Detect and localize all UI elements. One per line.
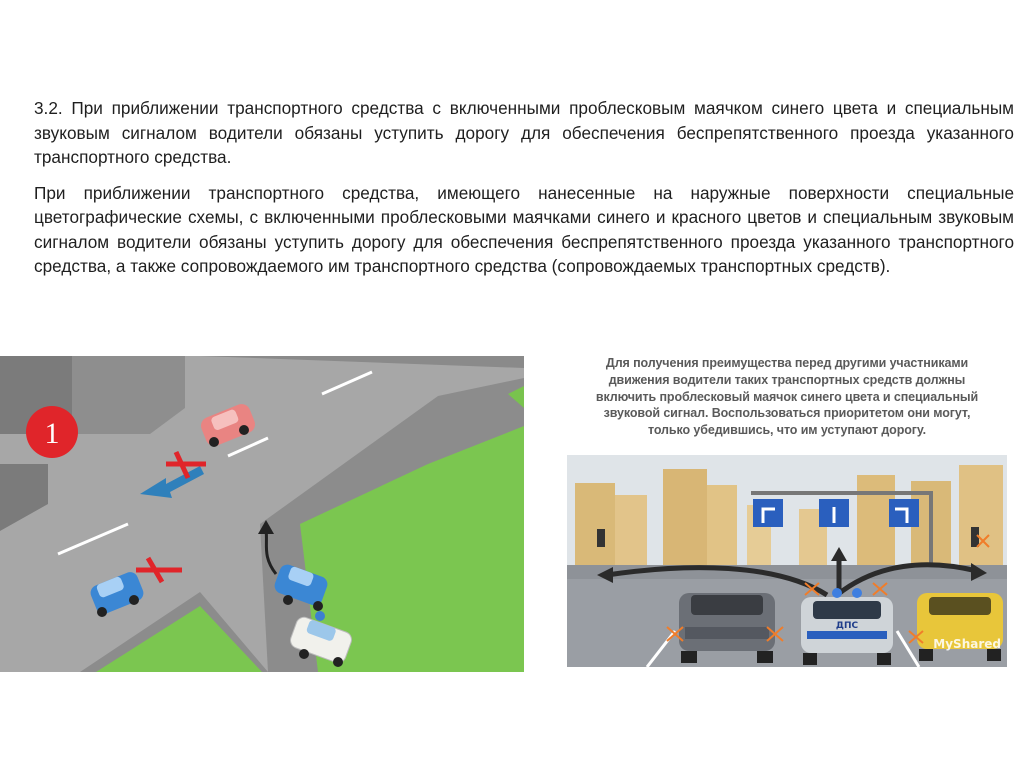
gantry-post xyxy=(929,491,933,571)
situation-number: 1 xyxy=(44,417,60,450)
intersection-svg xyxy=(0,356,524,672)
lane-sign-center xyxy=(819,499,849,527)
police-label: ДПС xyxy=(835,621,859,631)
caption-line: включить проблесковый маячок синего цвета и специальный xyxy=(595,389,979,404)
caption-line: Для получения преимущества перед другими участниками xyxy=(605,356,969,370)
paragraph-escort: При приближении транспортного средства, имеющего нанесенные на наружные поверхности специальные цветографические схемы, с включенными проблесковыми маячками синего и красного цветов и специальным звуковым сигналом водители обязаны уступить дорогу для обеспечения беспрепятственного проезда указанного транспортного средства, а также сопровождаемого им транспортного средства (сопровождаемых транспортных средств). xyxy=(34,182,1014,276)
watermark: MyShared xyxy=(933,637,1001,651)
caption-line: движения водители таких транспортных средств должны xyxy=(608,372,966,387)
lane-sign-right xyxy=(889,499,919,527)
gantry-beam xyxy=(751,491,931,495)
caption-line: только убедившись, что им уступают дорогу. xyxy=(647,423,927,438)
traffic-light xyxy=(597,529,605,547)
priority-illustration xyxy=(567,355,1007,667)
illustration-caption xyxy=(567,355,1007,455)
paragraph-3-2: 3.2. При приближении транспортного средства с включенными проблесковым маячком синего цвета и специальным звуковым сигналом водители обязаны уступить дорогу для обеспечения беспрепятственного проезда указанного транспортного средства. xyxy=(34,98,1014,167)
caption-line: звуковой сигнал. Воспользоваться приоритетом они могут, xyxy=(603,406,971,421)
intersection-illustration xyxy=(0,356,524,672)
road-scene xyxy=(567,455,1007,667)
lane-sign-left xyxy=(753,499,783,527)
body-text xyxy=(34,96,1014,290)
